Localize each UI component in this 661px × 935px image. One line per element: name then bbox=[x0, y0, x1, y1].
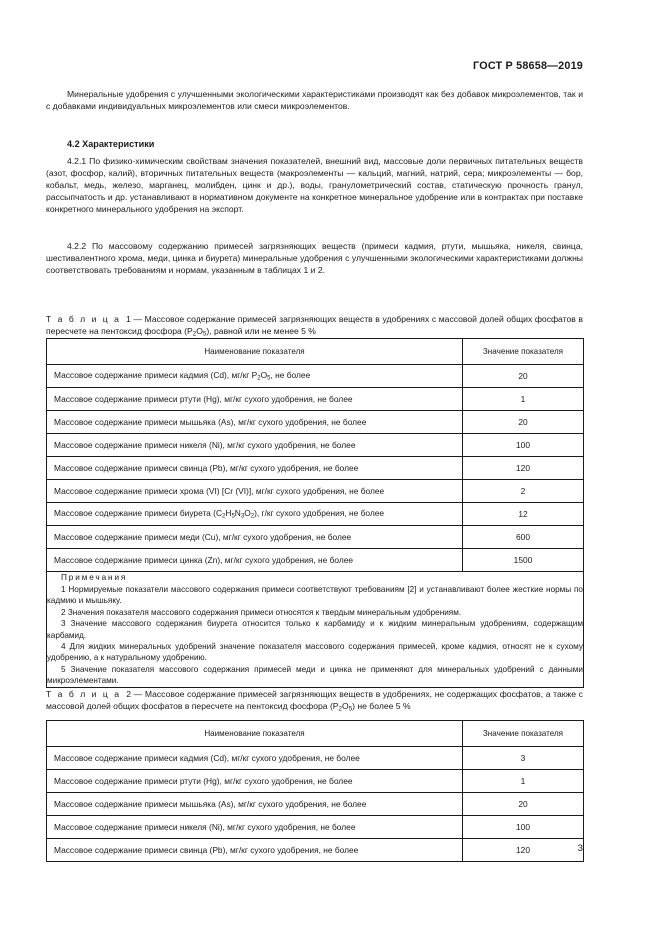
table-1-row-8-value: 1500 bbox=[463, 549, 584, 572]
cell-sub: 3 bbox=[240, 513, 245, 520]
table-1-row-8-name: Массовое содержание примеси цинка (Zn), мг/кг сухого удобрения, не более bbox=[47, 549, 463, 572]
table-1-row-3-name: Массовое содержание примеси никеля (Ni), мг/кг сухого удобрения, не более bbox=[47, 434, 463, 457]
table-1-caption-text-b: O bbox=[196, 326, 203, 337]
table-1-row-5-value: 2 bbox=[463, 480, 584, 503]
table-1-notes-title: Примечания bbox=[61, 573, 128, 582]
table-1-col-header-value: Значение показателя bbox=[463, 339, 584, 365]
table-row bbox=[47, 793, 584, 816]
intro-paragraph: Минеральные удобрения с улучшенными экологическими характеристиками производят как без добавок микроэлементов, так и с добавками индивидуальных микроэлементов или смеси микроэлементов. bbox=[46, 89, 583, 112]
table-row bbox=[47, 816, 584, 839]
table-1-caption-sub-b: 5 bbox=[202, 330, 207, 338]
table-1-row-4-value: 120 bbox=[463, 457, 584, 480]
table-row bbox=[47, 480, 584, 503]
table-1-notes bbox=[47, 572, 584, 688]
table-1-row-1-value: 1 bbox=[463, 388, 584, 411]
table-2-row-4-value: 120 bbox=[463, 839, 584, 862]
table-1-row-0-name bbox=[47, 365, 463, 388]
table-row bbox=[47, 365, 584, 388]
table-2-row-0-value: 3 bbox=[463, 747, 584, 770]
table-1-note-4: 4 Для жидких минеральных удобрений значение показателя массового содержания примесей, кроме кадмия, относят не к сухому удобрению, а к натуральному удобрению. bbox=[47, 641, 583, 663]
cell-text: Массовое содержание примеси биурета (C bbox=[54, 508, 223, 519]
table-1-caption bbox=[46, 313, 583, 341]
table-1-caption-number: 1 bbox=[126, 314, 131, 324]
table-2-caption-label: Т а б л и ц а bbox=[46, 689, 121, 699]
table-1-header bbox=[47, 339, 584, 365]
table-2-header bbox=[47, 721, 584, 747]
table-row bbox=[47, 434, 584, 457]
table-1-caption-text-c: ), равной или не менее 5 % bbox=[206, 326, 316, 337]
cell-sub: 2 bbox=[250, 513, 255, 520]
table-row bbox=[47, 549, 584, 572]
table-2-caption-sub-a: 2 bbox=[338, 705, 342, 713]
table-2-caption-text-b: O bbox=[342, 701, 349, 712]
cell-text: O bbox=[244, 508, 251, 519]
table-row bbox=[47, 503, 584, 526]
table-2-col-header-name: Наименование показателя bbox=[47, 721, 463, 747]
table-1-header-row bbox=[47, 339, 584, 365]
table-2-row-1-name: Массовое содержание примеси ртути (Hg), мг/кг сухого удобрения, не более bbox=[47, 770, 463, 793]
table-1-row-6-name bbox=[47, 503, 463, 526]
table-1-notes-row bbox=[47, 572, 584, 688]
table-1-caption-label: Т а б л и ц а bbox=[46, 314, 121, 324]
table-row bbox=[47, 388, 584, 411]
cell-sub: 5 bbox=[231, 513, 235, 520]
table-2-body bbox=[47, 747, 584, 862]
table-1-note-5: 5 Значение показателя массового содержания примесей меди и цинка не применяют для минеральных удобрений с данными микроэлементами. bbox=[47, 664, 583, 686]
table-1-caption-sub-a: 2 bbox=[192, 330, 197, 338]
table-1-row-7-value: 600 bbox=[463, 526, 584, 549]
clause-4-2-1-paragraph: 4.2.1 По физико-химическим свойствам значения показателей, внешний вид, массовые доли первичных питательных веществ (азот, фосфор, калий), вторичных питательных веществ (макроэлементы — кальций, магний, натрий, сера; микроэлементы — бор, кобальт, медь, железо, марганец, молибден, цинк и др.), воды, гранулометрический состав, статическую прочность гранул, рассыпчатость и др. устанавливают в нормативном документе на конкретное минеральное удобрение или в контрактах при поставке конкретного минерального удобрения на экспорт. bbox=[46, 156, 583, 215]
table-2-row-2-value: 20 bbox=[463, 793, 584, 816]
table-2-col-header-value: Значение показателя bbox=[463, 721, 584, 747]
table-1-row-5-name: Массовое содержание примеси хрома (VI) [Cr (VI)], мг/кг сухого удобрения, не более bbox=[47, 480, 463, 503]
cell-sub: 2 bbox=[257, 375, 261, 382]
table-2-header-row bbox=[47, 721, 584, 747]
table-1-row-7-name: Массовое содержание примеси меди (Cu), мг/кг сухого удобрения, не более bbox=[47, 526, 463, 549]
table-row bbox=[47, 839, 584, 862]
table-2-caption-number: 2 bbox=[126, 689, 131, 699]
table-1-row-6-value: 12 bbox=[463, 503, 584, 526]
table-2-caption-sub-b: 5 bbox=[348, 705, 353, 713]
table-1 bbox=[46, 338, 584, 688]
table-2-row-0-name: Массовое содержание примеси кадмия (Cd), мг/кг сухого удобрения, не более bbox=[47, 747, 463, 770]
clause-4-2-2-paragraph: 4.2.2 По массовому содержанию примесей загрязняющих веществ (примеси кадмия, ртути, мышьяка, никеля, свинца, шестивалентного хрома, меди, цинка и биурета) минеральные удобрения с улучшенными экологическими характеристиками должны соответствовать требованиям и нормам, указанным в таблицах 1 и 2. bbox=[46, 241, 583, 276]
table-2-caption bbox=[46, 688, 583, 716]
clause-4-2-heading: 4.2 Характеристики bbox=[67, 139, 155, 149]
table-2 bbox=[46, 720, 584, 862]
table-2-row-3-value: 100 bbox=[463, 816, 584, 839]
table-1-row-2-value: 20 bbox=[463, 411, 584, 434]
table-2-caption-text-c: ) не более 5 % bbox=[352, 701, 411, 712]
cell-text: N bbox=[234, 508, 241, 519]
cell-text: Массовое содержание примеси кадмия (Cd), мг/кг P bbox=[54, 370, 258, 381]
cell-text: , не более bbox=[270, 370, 311, 381]
table-row bbox=[47, 526, 584, 549]
running-head-standard-number: ГОСТ Р 58658—2019 bbox=[473, 60, 583, 72]
table-1-col-header-name: Наименование показателя bbox=[47, 339, 463, 365]
table-1-row-0-value: 20 bbox=[463, 365, 584, 388]
table-1-body bbox=[47, 365, 584, 688]
table-1-row-3-value: 100 bbox=[463, 434, 584, 457]
table-1-row-2-name: Массовое содержание примеси мышьяка (As), мг/кг сухого удобрения, не более bbox=[47, 411, 463, 434]
table-row bbox=[47, 457, 584, 480]
table-1-note-2: 2 Значения показателя массового содержания примеси относятся к твердым минеральным удобрениям. bbox=[61, 607, 462, 617]
table-2-row-1-value: 1 bbox=[463, 770, 584, 793]
table-2-row-3-name: Массовое содержание примеси никеля (Ni), мг/кг сухого удобрения, не более bbox=[47, 816, 463, 839]
cell-text: H bbox=[225, 508, 232, 519]
cell-sub: 2 bbox=[222, 513, 226, 520]
table-1-caption-text-a: — Массовое содержание примесей загрязняющих веществ в удобрениях с массовой долей общих фосфатов в пересчете на пентоксид фосфора (P bbox=[46, 314, 584, 337]
table-1-note-1: 1 Нормируемые показатели массового содержания примеси соответствуют требованиям [2] и устанавливают более жесткие нормы по кадмию и мышьяку. bbox=[47, 584, 583, 606]
cell-text: O bbox=[260, 370, 268, 381]
table-2-row-4-name: Массовое содержание примеси свинца (Pb), мг/кг сухого удобрения, не более bbox=[47, 839, 463, 862]
table-1-row-1-name: Массовое содержание примеси ртути (Hg), мг/кг сухого удобрения, не более bbox=[47, 388, 463, 411]
table-1-row-4-name: Массовое содержание примеси свинца (Pb), мг/кг сухого удобрения, не более bbox=[47, 457, 463, 480]
table-2-row-2-name: Массовое содержание примеси мышьяка (As), мг/кг сухого удобрения, не более bbox=[47, 793, 463, 816]
table-row bbox=[47, 770, 584, 793]
table-row bbox=[47, 747, 584, 770]
table-row bbox=[47, 411, 584, 434]
table-1-note-3: 3 Значение массового содержания биурета относится только к карбамиду и к жидким минеральным удобрениям, содержащим карбамид. bbox=[47, 619, 583, 640]
cell-sub: 5 bbox=[267, 375, 271, 382]
table-2-caption-text-a: — Массовое содержание примесей загрязняющих веществ в удобрениях, не содержащих фосфатов, а также с массовой долей общих фосфатов в пересчете на пентоксид фосфора (P bbox=[46, 689, 583, 712]
cell-text: ), г/кг сухого удобрения, не более bbox=[254, 508, 385, 519]
page-number: 3 bbox=[577, 843, 583, 854]
